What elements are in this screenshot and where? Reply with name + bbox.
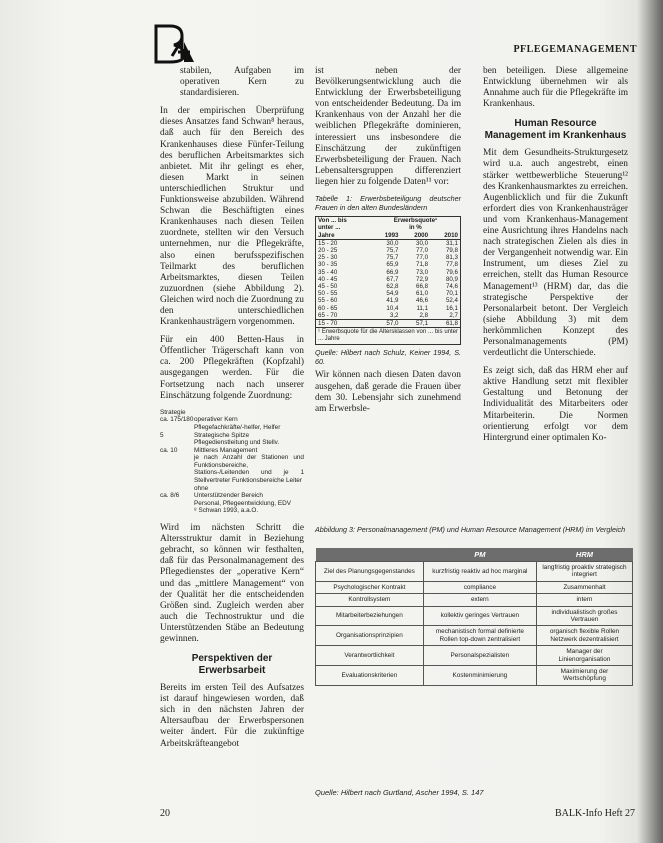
table-header-row bbox=[316, 224, 461, 231]
legend-text: ⁸ Schwan 1993, a.a.O. bbox=[194, 507, 259, 515]
table-row bbox=[316, 276, 461, 283]
table-row bbox=[316, 247, 461, 254]
table-row bbox=[316, 269, 461, 276]
table-cell: intern bbox=[536, 594, 632, 606]
section-heading: Perspektiven der Erwerbsarbeit bbox=[191, 653, 273, 677]
table-cell: 41,9 bbox=[386, 297, 399, 305]
table-cell: 66,9 bbox=[386, 268, 399, 276]
table-cell: 61,0 bbox=[416, 290, 429, 298]
table-cell: 67,7 bbox=[386, 275, 399, 283]
table-cell: 46,6 bbox=[416, 297, 429, 305]
table-row bbox=[316, 290, 461, 297]
table-header-row bbox=[316, 548, 633, 562]
table-cell: 55 - 60 bbox=[318, 297, 338, 305]
legend-key bbox=[160, 424, 194, 432]
table-cell: organisch flexible Rollen Netzwerk dezentralisiert bbox=[536, 626, 632, 646]
table-cell: compliance bbox=[423, 581, 536, 593]
legend-text: Unterstützender Bereich bbox=[194, 492, 263, 500]
legend-key: 5 bbox=[160, 431, 164, 439]
table-cell: 62,8 bbox=[386, 283, 399, 291]
table-source: Quelle: Hilbert nach Schulz, Keiner 1994, S. 60. bbox=[315, 348, 461, 366]
column-header: 1993 bbox=[371, 232, 401, 240]
section-heading: Human Resource Management im Krankenhaus bbox=[484, 118, 627, 142]
table-cell: 10,4 bbox=[386, 304, 399, 312]
table-cell: 71,8 bbox=[416, 261, 429, 269]
table-row bbox=[316, 666, 633, 686]
table-cell: 15 - 70 bbox=[316, 320, 371, 328]
table-row bbox=[316, 606, 633, 626]
table-row bbox=[316, 254, 461, 261]
table-cell: 74,6 bbox=[445, 283, 458, 291]
column-header bbox=[316, 548, 424, 562]
table-cell: extern bbox=[423, 594, 536, 606]
table-cell: 77,0 bbox=[416, 254, 429, 262]
row-label: Organisationsprinzipien bbox=[316, 626, 424, 646]
table-cell: Kostenminimierung bbox=[423, 666, 536, 686]
table-cell: 73,0 bbox=[416, 268, 429, 276]
legend-row bbox=[160, 485, 304, 493]
table-cell: 80,9 bbox=[445, 275, 458, 283]
table-row bbox=[316, 297, 461, 304]
table-header-row bbox=[316, 217, 461, 225]
legend-row bbox=[160, 432, 304, 440]
table-row bbox=[316, 239, 461, 247]
table-body bbox=[316, 239, 461, 327]
legend-row bbox=[160, 454, 304, 484]
table-cell: 57,1 bbox=[400, 320, 430, 328]
table-cell: 30,0 bbox=[386, 239, 399, 247]
row-label: Kontrollsystem bbox=[316, 594, 424, 606]
table-cell: 30,0 bbox=[416, 239, 429, 247]
table-row bbox=[316, 626, 633, 646]
table-cell: 79,6 bbox=[445, 268, 458, 276]
column-header: Jahre bbox=[316, 232, 371, 240]
table-cell: 61,8 bbox=[430, 320, 460, 328]
table-cell: 45 - 50 bbox=[318, 283, 338, 291]
column-header: Erwerbsquote¹ bbox=[393, 217, 438, 225]
legend-key: ca. 175/180 bbox=[160, 416, 194, 424]
table-cell: 31,1 bbox=[445, 239, 458, 247]
paragraph: Es zeigt sich, daß das HRM eher auf aktive Handlung setzt mit flexibler Gestaltung und Betonung der Individualität des Mitarbeiters oder Mitarbeiterin. Die Normen orientierung erfolgt vor dem Hintergrund einer optimalen Ko- bbox=[483, 366, 628, 443]
legend-title: Strategie bbox=[160, 408, 186, 416]
legend-row bbox=[160, 439, 304, 447]
legend-text: je nach Anzahl der Stationen und Funktionsbereiche, Stations-/Leitenden und je 1 Stellvertreter Funktionsbereiche Leiter bbox=[194, 454, 304, 485]
table-row bbox=[316, 646, 633, 666]
table-cell: 75,7 bbox=[386, 254, 399, 262]
table-cell: 35 - 40 bbox=[318, 268, 338, 276]
table-cell: mechanistisch formal definierte Rollen top-down zentralisiert bbox=[423, 626, 536, 646]
legend-key bbox=[160, 500, 194, 508]
paragraph: ben beteiligen. Diese allgemeine Entwicklung übernehmen wir als Annahme auch für die Pflegekräfte im Krankenhaus. bbox=[483, 66, 628, 110]
paragraph: Wir können nach diesen Daten davon ausgehen, daß gerade die Frauen über dem 30. Lebensjahr sich zunehmend am Erwerbsle- bbox=[315, 370, 461, 414]
table-row bbox=[316, 261, 461, 268]
paragraph: Für ein 400 Betten-Haus in Öffentlicher Trägerschaft kann von ca. 200 Pflegekräften (Kopfzahl) ausgegangen werden. Für die Fortsetzung nach nach unserer Einschätzung folgende Zuordnung: bbox=[160, 335, 304, 401]
scan-edge-shadow bbox=[637, 0, 663, 843]
table-row bbox=[316, 562, 633, 582]
table-cell: 75,7 bbox=[386, 247, 399, 255]
legend-key: ca. 10 bbox=[160, 446, 178, 454]
table-cell: 60 - 65 bbox=[318, 304, 338, 312]
legend-text: Strategische Spitze bbox=[194, 431, 250, 439]
paragraph: stabilen, Aufgaben im operativen Kern zu standardisieren. bbox=[180, 66, 304, 99]
column-2 bbox=[315, 66, 461, 422]
legend-row bbox=[160, 500, 304, 508]
column-header: 2000 bbox=[400, 232, 430, 240]
table-cell: 2,7 bbox=[449, 311, 458, 319]
table-header-row bbox=[316, 232, 461, 240]
paragraph: In der empirischen Überprüfung dieses Ansatzes fand Schwan⁸ heraus, daß auch für den Bereich des Krankenhauses diese Fünfer-Teilung des beruflichen Arbeitsmarktes sich anbietet. Mit ihr gelingt es eher, diesen Markt in seinen unterschiedlichen Struktur und Funktionsweise abzubilden. Während Schwan die Beschäftigten eines Krankenhauses nach diesen Teilen zuordnete, stellten wir den Versuch unternehmen, nur die Pflegekräfte, also einen berufsspezifischen Teilmarkt des beruflichen Arbeitsmarktes, diesen Teilen zuzuordnen (siehe Abbildung 2). Gleichen wird noch die Zuordnung zu den unterschiedlichen Krankenhausträgern vorgenommen. bbox=[160, 106, 304, 328]
table-cell: 50 - 55 bbox=[318, 290, 338, 298]
table-cell: 2,8 bbox=[419, 311, 429, 319]
table-cell: 65,9 bbox=[386, 261, 399, 269]
legend-key bbox=[160, 485, 194, 493]
figure-caption: Abbildung 3: Personalmanagement (PM) und Human Resource Management (HRM) im Vergleich bbox=[315, 525, 626, 534]
table-cell: 16,1 bbox=[445, 304, 458, 312]
legend-key bbox=[160, 454, 194, 484]
table-cell: 25 - 30 bbox=[318, 254, 338, 262]
row-label: Psychologischer Kontrakt bbox=[316, 581, 424, 593]
table-row bbox=[316, 594, 633, 606]
table-total-row bbox=[316, 320, 461, 328]
column-header: 2010 bbox=[430, 232, 460, 240]
table-cell: 15 - 20 bbox=[318, 239, 338, 247]
journal-issue: BALK-Info Heft 27 bbox=[555, 808, 635, 819]
legend-row bbox=[160, 507, 304, 515]
table-cell: Manager der Linienorganisation bbox=[536, 646, 632, 666]
legend-row bbox=[160, 424, 304, 432]
row-label: Ziel des Planungsgegenstandes bbox=[316, 562, 424, 582]
table-row bbox=[316, 305, 461, 312]
table-cell: 77,8 bbox=[445, 261, 458, 269]
table-cell: 54,9 bbox=[386, 290, 399, 298]
staffing-legend bbox=[160, 409, 304, 515]
table-cell: 20 - 25 bbox=[318, 247, 338, 255]
table-note: ¹ Erwerbsquote für die Altersklassen von ... bis unter ... Jahre bbox=[315, 328, 461, 345]
legend-text: Personal, Pflegeentwicklung, EDV bbox=[194, 499, 291, 507]
table-cell: 40 - 45 bbox=[318, 275, 338, 283]
table-cell: Zusammenhalt bbox=[536, 581, 632, 593]
table-cell: 70,1 bbox=[445, 290, 458, 298]
legend-text: Pflegefachkräfte/-helfer, Helfer bbox=[194, 423, 281, 431]
column-1 bbox=[160, 66, 304, 757]
column-header: Von ... bis bbox=[318, 217, 347, 225]
legend-key: ca. 8/6 bbox=[160, 492, 180, 500]
table-cell: 79,8 bbox=[445, 247, 458, 255]
column-header: HRM bbox=[536, 548, 632, 562]
table-row bbox=[316, 283, 461, 290]
table-row bbox=[316, 581, 633, 593]
legend-text: ohne bbox=[194, 484, 209, 492]
row-label: Evaluationskriterien bbox=[316, 666, 424, 686]
column-3 bbox=[483, 66, 628, 451]
legend-row bbox=[160, 492, 304, 500]
table-cell: langfristig proaktiv strategisch integriert bbox=[536, 562, 632, 582]
row-label: Verantwortlichkeit bbox=[316, 646, 424, 666]
table-cell: Maximierung der Wertschöpfung bbox=[536, 666, 632, 686]
section-header: PFLEGEMANAGEMENT bbox=[513, 44, 637, 55]
column-header: in % bbox=[409, 224, 422, 232]
table-cell: 72,9 bbox=[416, 275, 429, 283]
pm-hrm-comparison-table bbox=[315, 548, 633, 686]
legend-text: Mittleres Management bbox=[194, 446, 258, 454]
page-number: 20 bbox=[160, 808, 170, 819]
legend-row bbox=[160, 447, 304, 455]
legend-key bbox=[160, 507, 194, 515]
bdk-logo-icon bbox=[152, 22, 196, 64]
legend-row bbox=[160, 416, 304, 424]
legend-text: Pflegedienstleitung und Stellv. bbox=[194, 439, 280, 447]
row-label: Mitarbeiterbeziehungen bbox=[316, 606, 424, 626]
table-cell: Personalspezialisten bbox=[423, 646, 536, 666]
table-cell: 77,0 bbox=[416, 247, 429, 255]
table-caption: Tabelle 1: Erwerbsbeteiligung deutscher Frauen in den alten Bundesländern bbox=[315, 194, 461, 212]
table-row bbox=[316, 312, 461, 320]
table-cell: 30 - 35 bbox=[318, 261, 338, 269]
paragraph: Wird im nächsten Schritt die Altersstruktur damit in Beziehung gebracht, so können wir festhalten, daß für das Personalmanagement des Pflegedienstes der „operative Kern“ und das „mittlere Management“ von der Qualität her die entscheidenden Größen sind. Zugleich werden aber auch die Technostruktur und die Unterstützenden Stäbe an Bedeutung gewinnen. bbox=[160, 523, 304, 644]
table-body bbox=[316, 562, 633, 686]
table-cell: kurzfristig reaktiv ad hoc marginal bbox=[423, 562, 536, 582]
employment-rate-table bbox=[315, 216, 461, 328]
table-cell: kollektiv geringes Vertrauen bbox=[423, 606, 536, 626]
figure-source: Quelle: Hilbert nach Gurtland, Ascher 1994, S. 147 bbox=[315, 788, 484, 797]
table-cell: 3,2 bbox=[389, 311, 399, 319]
legend-key bbox=[160, 439, 194, 447]
paragraph: Bereits im ersten Teil des Aufsatzes ist darauf hingewiesen worden, daß sich in den nächsten Jahren der Altersaufbau der Erwerbspersonen weiter ändert. Für die zukünftige Arbeitskräfteangebot bbox=[160, 683, 304, 749]
legend-text: operativer Kern bbox=[194, 416, 238, 424]
table-cell: individualistisch großes Vertrauen bbox=[536, 606, 632, 626]
column-header: unter ... bbox=[318, 224, 341, 232]
table-cell: 52,4 bbox=[445, 297, 458, 305]
table-cell: 57,0 bbox=[371, 320, 401, 328]
paragraph: ist neben der Bevölkerungsentwicklung auch die Entwicklung der Erwerbsbeteiligung von entscheidender Bedeutung. Da im Krankenhaus von der Anzahl her die weiblichen Pflegekräfte dominieren, interessiert uns insbesondere die Einschätzung der zukünftigen Erwerbsbeteiligung der Frauen. Nach Lebensaltersgruppen differenziert liegen hier zu folgende Daten¹¹ vor: bbox=[315, 66, 461, 187]
table-cell: 66,8 bbox=[416, 283, 429, 291]
table-cell: 11,1 bbox=[416, 304, 429, 312]
paragraph: Mit dem Gesundheits-Strukturgesetz wird u.a. auch angestrebt, einen stärker wettbewerbliche Steuerung¹² des Krankenhausmarktes zu erreichen. Augenblicklich und für die Zukunft erfordert dies von Krankenhausträger und vom Krankenhaus-Management eine Ausrichtung ihres Handelns nach nach strategischen Zielen als dies in der Vergangenheit notwendig war. Ein Instrument, um dieses Ziel zu erreichen, stellt das Human Resource Management¹³ (HRM) dar, das die strategische Perspektive der Personalarbeit betont. Der Vergleich (siehe Abbildung 3) mit dem herkömmlichen Konzept des Personalmanagements (PM) verdeutlicht die Unterschiede. bbox=[483, 148, 628, 359]
column-header: PM bbox=[423, 548, 536, 562]
table-cell: 81,3 bbox=[445, 254, 458, 262]
table-cell: 65 - 70 bbox=[318, 311, 338, 319]
